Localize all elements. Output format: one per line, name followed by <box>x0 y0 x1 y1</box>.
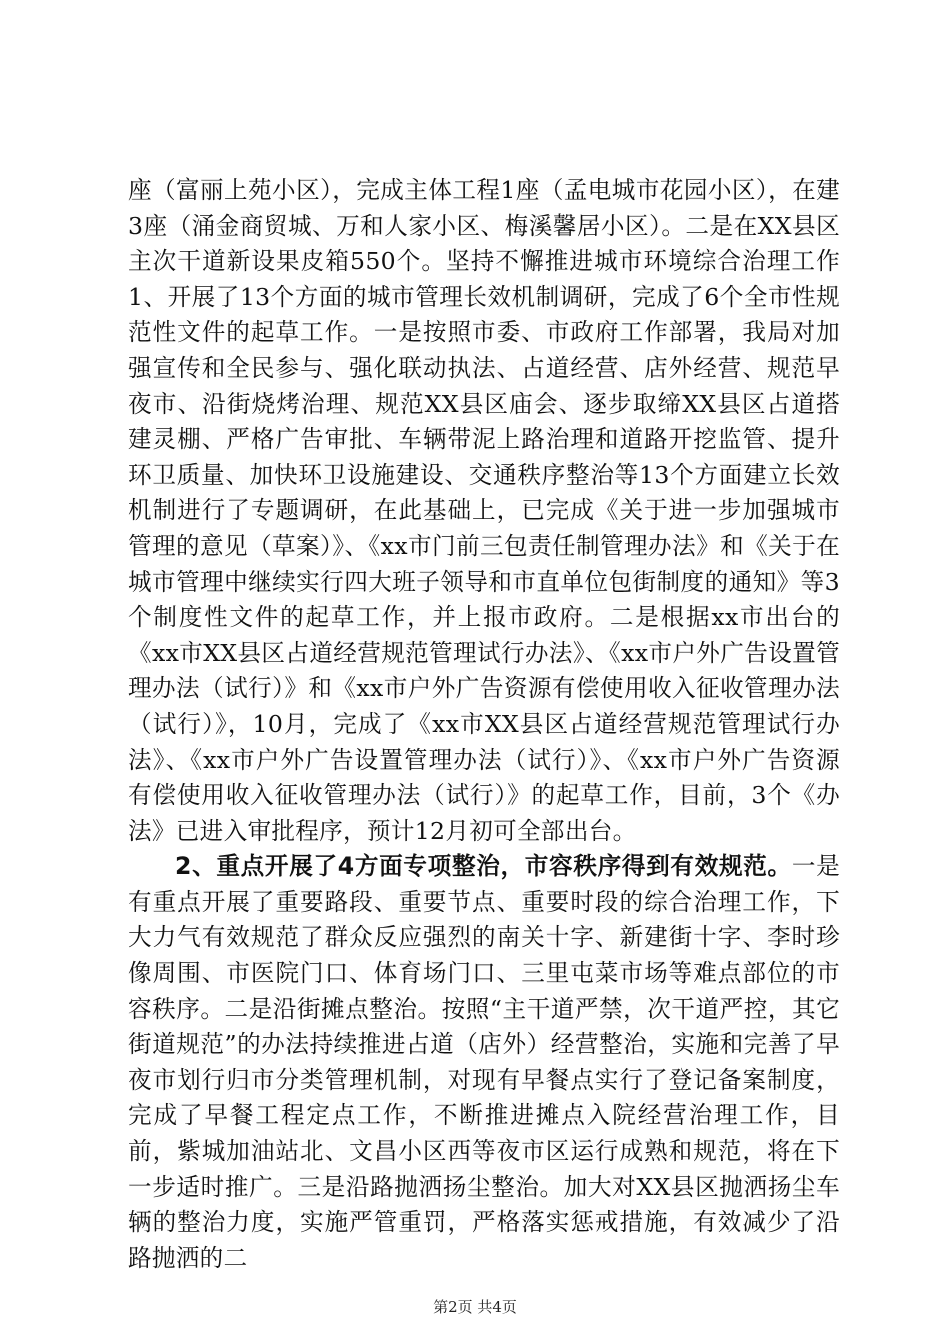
paragraph-2 <box>128 849 840 1276</box>
paragraph-1-text: 座（富丽上苑小区），完成主体工程1座（孟电城市花园小区），在建3座（涌金商贸城、万和人家小区、梅溪馨居小区）。二是在XX县区主次干道新设果皮箱550个。坚持不懈推进城市环境综合治理工作1、开展了13个方面的城市管理长效机制调研，完成了6个全市性规范性文件的起草工作。一是按照市委、市政府工作部署，我局对加强宣传和全民参与、强化联动执法、占道经营、店外经营、规范早夜市、沿街烧烤治理、规范XX县区庙会、逐步取缔XX县区占道搭建灵棚、严格广告审批、车辆带泥上路治理和道路开挖监管、提升环卫质量、加快环卫设施建设、交通秩序整治等13个方面建立长效机制进行了专题调研，在此基础上，已完成《关于进一步加强城市管理的意见（草案）》、《xx市门前三包责任制管理办法》和《关于在城市管理中继续实行四大班子领导和市直单位包街制度的通知》等3个制度性文件的起草工作，并上报市政府。二是根据xx市出台的《xx市XX县区占道经营规范管理试行办法》、《xx市户外广告设置管理办法（试行）》和《xx市户外广告资源有偿使用收入征收管理办法（试行）》，10月，完成了《xx市XX县区占道经营规范管理试行办法》、《xx市户外广告设置管理办法（试行）》、《xx市户外广告资源有偿使用收入征收管理办法（试行）》的起草工作，目前，3个《办法》已进入审批程序，预计12月初可全部出台。 <box>128 176 840 845</box>
section-heading: 2、重点开展了4方面专项整治，市容秩序得到有效规范。 <box>175 852 792 881</box>
page-footer <box>0 1297 950 1317</box>
page-number-label: 第2页 共4页 <box>433 1298 517 1316</box>
paragraph-1 <box>128 173 840 849</box>
document-body <box>128 173 840 1276</box>
paragraph-2-text: 一是有重点开展了重要路段、重要节点、重要时段的综合治理工作，下大力气有效规范了群众反应强烈的南关十字、新建街十字、李时珍像周围、市医院门口、体育场门口、三里屯菜市场等难点部位的市容秩序。二是沿街摊点整治。按照“主干道严禁，次干道严控，其它街道规范”的办法持续推进占道（店外）经营整治，实施和完善了早夜市划行归市分类管理机制，对现有早餐点实行了登记备案制度，完成了早餐工程定点工作，不断推进摊点入院经营治理工作，目前，紫城加油站北、文昌小区西等夜市区运行成熟和规范，将在下一步适时推广。三是沿路抛洒扬尘整治。加大对XX县区抛洒扬尘车辆的整治力度，实施严管重罚，严格落实惩戒措施，有效减少了沿路抛洒的二 <box>128 852 840 1272</box>
